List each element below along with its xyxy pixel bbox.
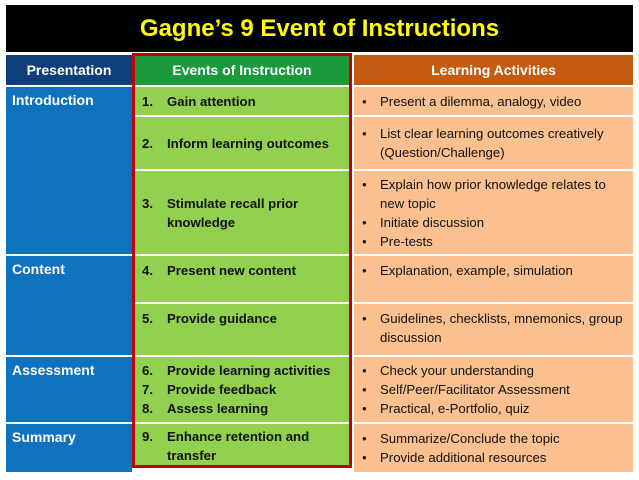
section-introduction <box>6 87 132 254</box>
activity-row <box>354 117 633 169</box>
activity-row <box>354 304 633 355</box>
bullet-icon: • <box>362 450 367 465</box>
event-text: Inform learning outcomes <box>167 135 329 151</box>
activity-item <box>362 361 570 380</box>
event-row <box>135 87 349 115</box>
bullet-icon: • <box>362 214 367 230</box>
header-presentation-label: Presentation <box>26 61 112 78</box>
bullet-icon: • <box>362 126 367 141</box>
activity-text: Practical, e-Portfolio, quiz <box>380 401 530 416</box>
activity-row <box>354 171 633 254</box>
bullet-icon: • <box>362 363 367 378</box>
activity-item <box>362 309 629 347</box>
section-label: Introduction <box>12 92 94 108</box>
activity-text: Summarize/Conclude the topic <box>380 431 560 446</box>
activity-item <box>362 429 560 448</box>
activity-item <box>362 213 629 232</box>
event-row <box>135 171 349 254</box>
event-text: Enhance retention and transfer <box>167 429 310 463</box>
bullet-icon: • <box>362 311 367 326</box>
activity-text: Guidelines, checklists, mnemonics, group discussion <box>380 311 623 345</box>
activity-row <box>354 357 633 422</box>
bullet-icon: • <box>362 93 367 109</box>
event-row <box>135 117 349 169</box>
event-item <box>142 427 345 465</box>
event-item <box>142 194 345 232</box>
event-text: Provide learning activities <box>167 363 331 378</box>
event-item <box>142 261 296 280</box>
event-number: 8. <box>142 401 153 416</box>
event-text: Gain attention <box>167 93 256 109</box>
bullet-icon: • <box>362 401 367 416</box>
activity-item <box>362 261 573 280</box>
event-number: 6. <box>142 363 153 378</box>
page-title: Gagne’s 9 Event of Instructions <box>139 14 500 42</box>
event-row <box>135 304 349 355</box>
activity-item <box>362 399 570 418</box>
activity-text: Pre-tests <box>380 233 433 249</box>
event-item <box>142 361 330 380</box>
event-text: Provide guidance <box>167 311 277 326</box>
activity-text: Provide additional resources <box>380 450 547 465</box>
bullet-icon: • <box>362 263 367 278</box>
event-item <box>142 92 256 111</box>
event-text: Assess learning <box>167 401 269 416</box>
header-activities-label: Learning Activities <box>431 61 556 78</box>
header-events-label: Events of Instruction <box>172 61 312 78</box>
event-number: 7. <box>142 382 153 397</box>
event-item <box>142 309 277 328</box>
activity-text: Explanation, example, simulation <box>380 263 573 278</box>
header-presentation <box>6 55 132 85</box>
event-text: Present new content <box>167 263 296 278</box>
activity-row <box>354 256 633 302</box>
event-row <box>135 357 349 422</box>
header-events <box>135 55 349 85</box>
event-text: Provide feedback <box>167 382 277 397</box>
section-assessment <box>6 357 132 422</box>
event-row <box>135 256 349 302</box>
activity-item <box>362 448 560 467</box>
activity-row <box>354 424 633 472</box>
event-number: 3. <box>142 195 153 211</box>
section-label: Assessment <box>12 362 95 378</box>
event-number: 5. <box>142 311 153 326</box>
event-number: 2. <box>142 135 153 151</box>
activity-text: Check your understanding <box>380 363 534 378</box>
section-content <box>6 256 132 355</box>
section-label: Content <box>12 261 65 277</box>
activity-item <box>362 232 629 251</box>
activity-item <box>362 124 629 162</box>
bullet-icon: • <box>362 382 367 397</box>
activity-row <box>354 87 633 115</box>
activity-text: Explain how prior knowledge relates to new topic <box>380 176 606 211</box>
bullet-icon: • <box>362 176 367 192</box>
title-bar <box>6 5 633 52</box>
activity-item <box>362 92 581 111</box>
bullet-icon: • <box>362 431 367 446</box>
bullet-icon: • <box>362 233 367 249</box>
event-number: 9. <box>142 429 153 444</box>
activity-text: Initiate discussion <box>380 214 485 230</box>
event-number: 4. <box>142 263 153 278</box>
section-label: Summary <box>12 429 76 445</box>
event-text: Stimulate recall prior knowledge <box>167 195 299 230</box>
activity-text: Self/Peer/Facilitator Assessment <box>380 382 570 397</box>
section-summary <box>6 424 132 472</box>
activity-text: Present a dilemma, analogy, video <box>380 93 582 109</box>
event-item <box>142 380 330 399</box>
activity-item <box>362 380 570 399</box>
event-row <box>135 424 349 468</box>
header-activities <box>354 55 633 85</box>
event-item <box>142 399 330 418</box>
event-number: 1. <box>142 93 153 109</box>
activity-text: List clear learning outcomes creatively (Question/Challenge) <box>380 126 604 160</box>
activity-item <box>362 175 629 213</box>
event-item <box>142 134 329 153</box>
